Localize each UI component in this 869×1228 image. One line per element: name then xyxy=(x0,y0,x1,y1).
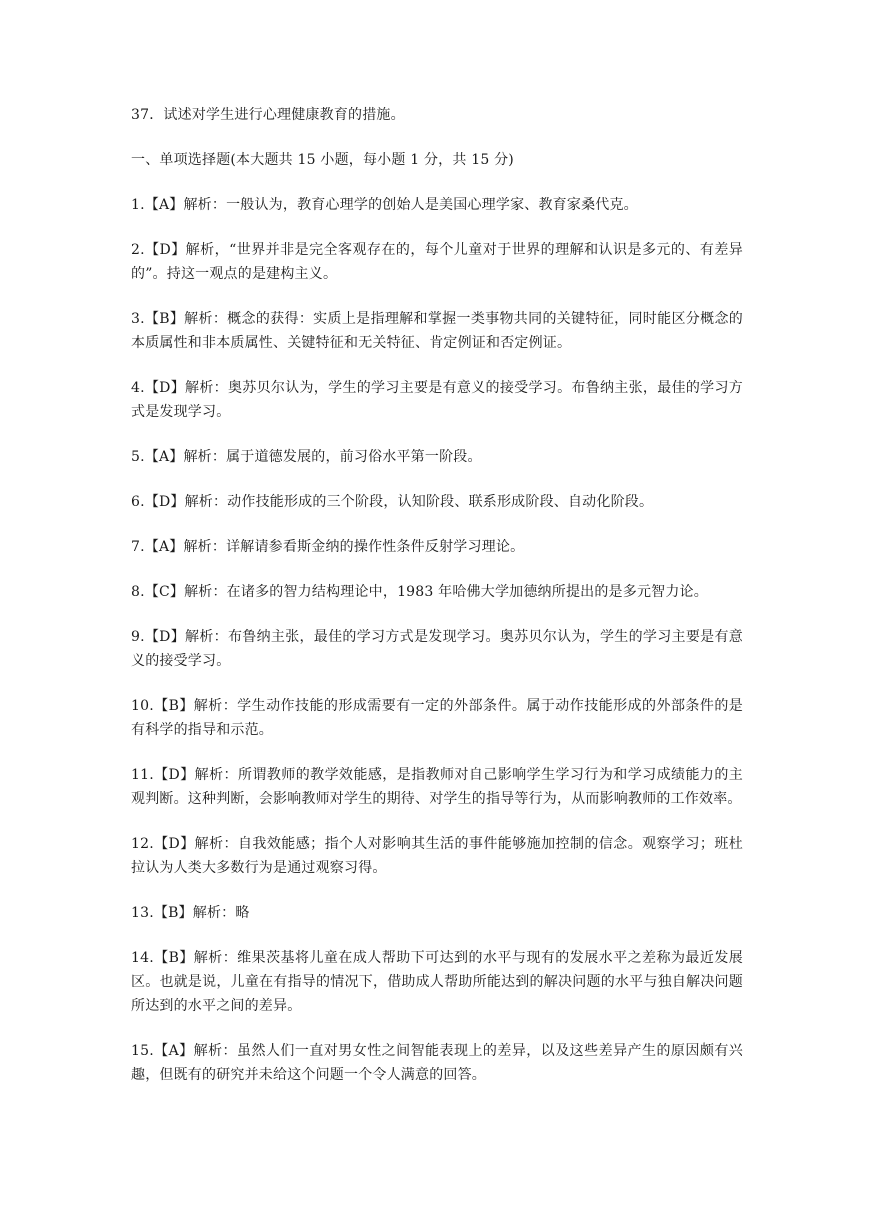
answer-9: 9.【D】解析：布鲁纳主张，最佳的学习方式是发现学习。奥苏贝尔认为，学生的学习主要是有意义的接受学习。 xyxy=(131,629,743,669)
answer-6: 6.【D】解析：动作技能形成的三个阶段，认知阶段、联系形成阶段、自动化阶段。 xyxy=(131,494,654,510)
answer-13: 13.【B】解析：略 xyxy=(131,905,250,921)
answer-5: 5.【A】解析：属于道德发展的，前习俗水平第一阶段。 xyxy=(131,449,482,465)
document-page xyxy=(131,103,743,1108)
answer-15: 15.【A】解析：虽然人们一直对男女性之间智能表现上的差异，以及这些差异产生的原因颇有兴趣，但既有的研究并未给这个问题一个令人满意的回答。 xyxy=(131,1043,743,1083)
section-heading: 一、单项选择题(本大题共 15 小题，每小题 1 分，共 15 分) xyxy=(131,152,514,168)
answer-14: 14.【B】解析：维果茨基将儿童在成人帮助下可达到的水平与现有的发展水平之差称为最近发展区。也就是说，儿童在有指导的情况下，借助成人帮助所能达到的解决问题的水平与独自解决问题所达到的水平之间的差异。 xyxy=(131,950,743,1014)
question-37: 37．试述对学生进行心理健康教育的措施。 xyxy=(131,107,405,123)
answer-7: 7.【A】解析：详解请参看斯金纳的操作性条件反射学习理论。 xyxy=(131,539,525,555)
answer-4: 4.【D】解析：奥苏贝尔认为，学生的学习主要是有意义的接受学习。布鲁纳主张，最佳的学习方式是发现学习。 xyxy=(131,380,743,420)
answer-10: 10.【B】解析：学生动作技能的形成需要有一定的外部条件。属于动作技能形成的外部条件的是有科学的指导和示范。 xyxy=(131,698,743,738)
answer-2: 2.【D】解析，“世界并非是完全客观存在的，每个儿童对于世界的理解和认识是多元的、有差异的”。持这一观点的是建构主义。 xyxy=(131,242,743,282)
answer-1: 1.【A】解析：一般认为，教育心理学的创始人是美国心理学家、教育家桑代克。 xyxy=(131,197,638,213)
answer-3: 3.【B】解析：概念的获得：实质上是指理解和掌握一类事物共同的关键特征，同时能区分概念的本质属性和非本质属性、关键特征和无关特征、肯定例证和否定例证。 xyxy=(131,311,743,351)
answer-12: 12.【D】解析：自我效能感；指个人对影响其生活的事件能够施加控制的信念。观察学习；班杜拉认为人类大多数行为是通过观察习得。 xyxy=(131,836,743,876)
answer-8: 8.【C】解析：在诸多的智力结构理论中，1983 年哈佛大学加德纳所提出的是多元智力论。 xyxy=(131,584,708,600)
answer-11: 11.【D】解析：所谓教师的教学效能感，是指教师对自己影响学生学习行为和学习成绩能力的主观判断。这种判断，会影响教师对学生的期待、对学生的指导等行为，从而影响教师的工作效率。 xyxy=(131,767,743,807)
